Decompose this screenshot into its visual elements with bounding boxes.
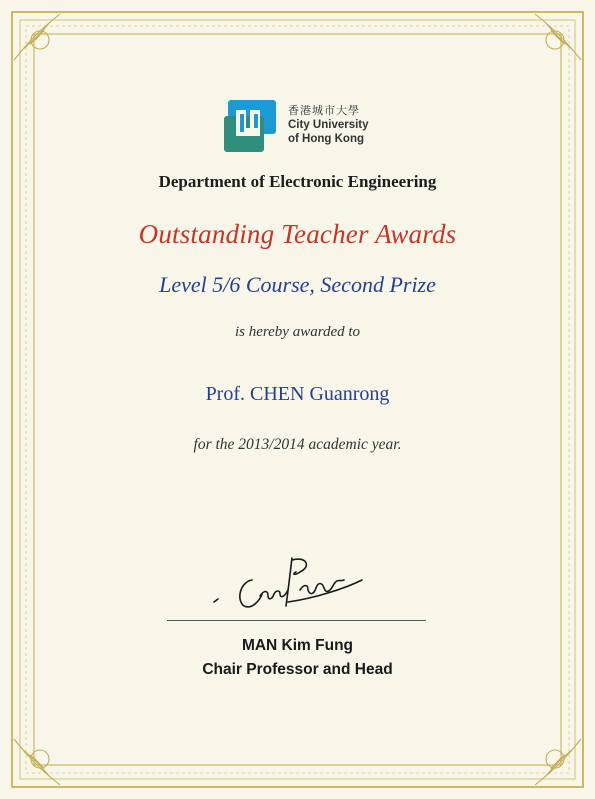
signatory-name: MAN Kim Fung [241, 637, 354, 654]
award-level: Level 5/6 Course, Second Prize [159, 272, 436, 297]
university-logo [222, 96, 372, 158]
awarded-text: is hereby awarded to [234, 324, 361, 340]
logo-english-line2: of Hong Kong [288, 133, 365, 145]
signature-line [167, 620, 426, 621]
department-name: Department of Electronic Engineering [158, 172, 437, 191]
award-title: Outstanding Teacher Awards [138, 219, 457, 249]
academic-year: for the 2013/2014 academic year. [193, 436, 402, 453]
logo-english-line1: City University [288, 119, 369, 131]
recipient-name: Prof. CHEN Guanrong [205, 383, 390, 405]
logo-text [288, 104, 369, 146]
signatory-title: Chair Professor and Head [202, 661, 393, 678]
handwritten-signature [196, 540, 376, 620]
logo-chinese-name: 香港城市大學 [288, 104, 360, 117]
cityu-emblem-icon [222, 98, 278, 154]
